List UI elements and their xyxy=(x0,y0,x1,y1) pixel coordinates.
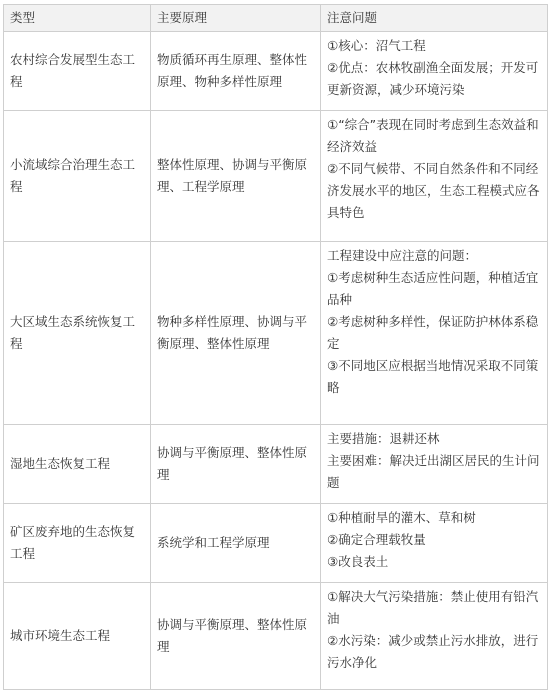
header-principle: 主要原理 xyxy=(151,5,321,32)
cell-notes xyxy=(321,111,548,242)
note-line: ①种植耐旱的灌木、草和树 xyxy=(327,510,476,525)
ecological-engineering-table xyxy=(3,4,548,690)
note-line: ①核心：沼气工程 xyxy=(327,38,426,53)
cell-notes xyxy=(321,425,548,504)
table-row xyxy=(4,32,548,111)
header-type: 类型 xyxy=(4,5,151,32)
header-row xyxy=(4,5,548,32)
cell-principle: 系统学和工程学原理 xyxy=(151,504,321,583)
cell-principle: 物质循环再生原理、整体性原理、物种多样性原理 xyxy=(151,32,321,111)
header-notes: 注意问题 xyxy=(321,5,548,32)
cell-notes xyxy=(321,583,548,690)
cell-type: 矿区废弃地的生态恢复工程 xyxy=(4,504,151,583)
note-line: ①考虑树种生态适应性问题，种植适宜品种 xyxy=(327,270,539,307)
cell-principle: 协调与平衡原理、整体性原理 xyxy=(151,425,321,504)
cell-type: 小流域综合治理生态工程 xyxy=(4,111,151,242)
cell-type: 湿地生态恢复工程 xyxy=(4,425,151,504)
cell-principle: 整体性原理、协调与平衡原理、工程学原理 xyxy=(151,111,321,242)
note-line: 主要困难：解决迁出湖区居民的生计问题 xyxy=(327,453,540,490)
cell-type: 农村综合发展型生态工程 xyxy=(4,32,151,111)
note-line: ①“综合”表现在同时考虑到生态效益和经济效益 xyxy=(327,117,539,154)
cell-principle: 协调与平衡原理、整体性原理 xyxy=(151,583,321,690)
cell-notes xyxy=(321,504,548,583)
note-line: ②水污染：减少或禁止污水排放，进行污水净化 xyxy=(327,633,539,670)
note-line: 主要措施：退耕还林 xyxy=(327,431,440,446)
note-line: 工程建设中应注意的问题： xyxy=(327,248,478,263)
cell-principle: 物种多样性原理、协调与平衡原理、整体性原理 xyxy=(151,242,321,425)
table-row xyxy=(4,425,548,504)
note-line: ②不同气候带、不同自然条件和不同经济发展水平的地区，生态工程模式应各具特色 xyxy=(327,161,540,220)
cell-notes xyxy=(321,32,548,111)
note-line: ②优点：农林牧副渔全面发展；开发可更新资源，减少环境污染 xyxy=(327,60,539,97)
note-line: ③不同地区应根据当地情况采取不同策略 xyxy=(327,358,539,395)
table-row xyxy=(4,242,548,425)
table-row xyxy=(4,111,548,242)
note-line: ②考虑树种多样性，保证防护林体系稳定 xyxy=(327,314,539,351)
note-line: ①解决大气污染措施：禁止使用有铅汽油 xyxy=(327,589,539,626)
cell-type: 大区域生态系统恢复工程 xyxy=(4,242,151,425)
note-line: ②确定合理载牧量 xyxy=(327,532,426,547)
cell-notes xyxy=(321,242,548,425)
note-line: ③改良表土 xyxy=(327,554,389,569)
cell-type: 城市环境生态工程 xyxy=(4,583,151,690)
table-row xyxy=(4,504,548,583)
table-row xyxy=(4,583,548,690)
